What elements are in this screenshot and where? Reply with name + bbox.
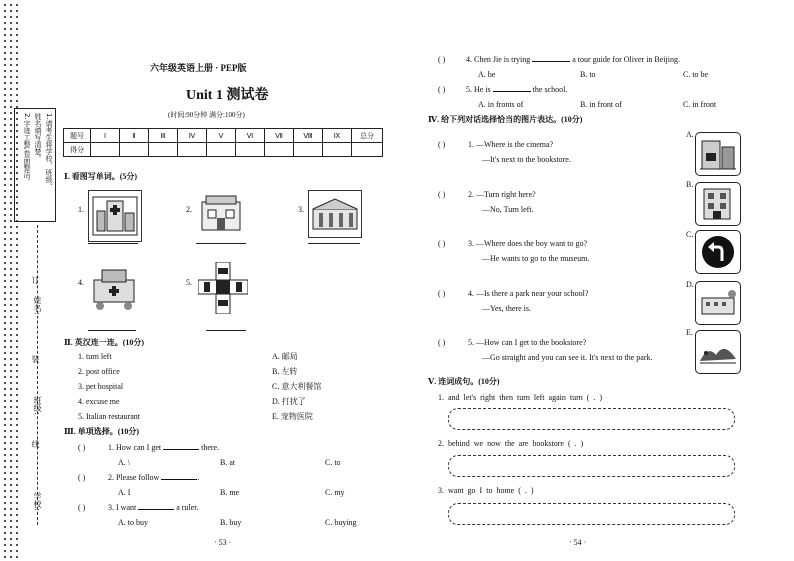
answer-line-2[interactable] <box>196 243 246 244</box>
score-cell[interactable] <box>265 143 294 157</box>
answer-box-1[interactable] <box>448 408 735 430</box>
score-col-3: Ⅲ <box>149 129 178 143</box>
option-a[interactable]: A. I <box>118 488 131 497</box>
score-cell[interactable] <box>236 143 265 157</box>
answer-line-4[interactable] <box>88 330 136 331</box>
section-3-title: Ⅲ. 单项选择。(10分) <box>64 427 140 436</box>
answer-paren[interactable]: ( ) <box>78 503 86 512</box>
dialog-1-answer: —It's next to the bookstore. <box>482 155 571 164</box>
dot-border-decoration <box>0 0 18 561</box>
answer-paren[interactable]: ( ) <box>78 473 86 482</box>
dialog-2-question: 2. —Turn right here? <box>468 190 536 199</box>
scrambled-sentence-2: 2. behind we now the are bookstore ( . ) <box>438 439 584 448</box>
question-4-stem <box>466 55 680 65</box>
fill-blank[interactable] <box>493 91 531 92</box>
park-trees-picture <box>695 330 741 374</box>
pic-label-e: E. <box>686 328 693 337</box>
match-left-3[interactable]: 3. pet hospital <box>78 382 124 391</box>
score-cell[interactable] <box>178 143 207 157</box>
option-b[interactable]: B. buy <box>220 518 242 527</box>
dialog-5-answer: —Go straight and you can see it. It's next to the park. <box>482 353 653 362</box>
binding-dashed-line <box>37 225 38 525</box>
fill-blank[interactable] <box>163 449 199 450</box>
answer-paren[interactable]: ( ) <box>78 443 86 452</box>
option-c[interactable]: C. to <box>325 458 341 467</box>
option-a[interactable]: A. to buy <box>118 518 148 527</box>
score-col-5: Ⅴ <box>207 129 236 143</box>
cinema-picture <box>695 132 741 176</box>
match-right-b[interactable]: B. 左转 <box>272 367 298 376</box>
fill-blank[interactable] <box>138 509 174 510</box>
fill-blank[interactable] <box>161 479 197 480</box>
crossing-picture <box>198 262 248 314</box>
match-right-c[interactable]: C. 意大利餐馆 <box>272 382 322 391</box>
turn-left-sign-picture <box>695 230 741 274</box>
option-c[interactable]: C. to be <box>683 70 709 79</box>
fill-blank[interactable] <box>532 61 570 62</box>
score-cell[interactable] <box>352 143 383 157</box>
pic-item-4-number: 4. <box>78 278 84 287</box>
section-1-title: Ⅰ. 看图写单词。(5分) <box>64 172 138 181</box>
option-a[interactable]: A. be <box>478 70 496 79</box>
answer-paren[interactable]: ( ) <box>438 289 446 298</box>
dialog-4-answer: —Yes, there is. <box>482 304 531 313</box>
match-left-2[interactable]: 2. post office <box>78 367 120 376</box>
class-field-label[interactable]: 班级: <box>33 396 42 415</box>
question-stem-end: a tour guide for Oliver in Beijing. <box>572 55 680 64</box>
question-stem-start: 3. I want <box>108 503 137 512</box>
match-right-a[interactable]: A. 邮局 <box>272 352 298 361</box>
option-c[interactable]: C. buying <box>325 518 357 527</box>
answer-line-5[interactable] <box>206 330 246 331</box>
score-cell[interactable] <box>120 143 149 157</box>
dash-marker-ding: 订 <box>31 276 40 284</box>
score-cell[interactable] <box>91 143 120 157</box>
answer-line-1[interactable] <box>88 243 138 244</box>
question-stem-end: there. <box>201 443 220 452</box>
question-1-stem <box>108 443 219 453</box>
answer-paren[interactable]: ( ) <box>438 85 446 94</box>
note-line-2: 姓名填写清楚。 <box>34 113 42 162</box>
dialog-3-answer: —He wants to go to the museum. <box>482 254 590 263</box>
question-5-stem <box>466 85 567 95</box>
score-col-9: Ⅸ <box>323 129 352 143</box>
page-number-left: · 53 · <box>214 538 232 547</box>
pic-label-a: A. <box>686 130 694 139</box>
score-row-label: 得分 <box>64 143 91 157</box>
score-col-6: Ⅵ <box>236 129 265 143</box>
hospital-picture <box>88 190 142 242</box>
pic-label-c: C. <box>686 230 694 239</box>
school-park-picture <box>695 281 741 325</box>
score-header-label: 题号 <box>64 129 91 143</box>
match-left-5[interactable]: 5. Italian restaurant <box>78 412 140 421</box>
answer-box-2[interactable] <box>448 455 735 477</box>
book-header: 六年级英语上册 · PEP版 <box>150 63 247 73</box>
school-field-label[interactable]: 学校: <box>33 492 42 511</box>
score-table <box>63 128 383 157</box>
museum-building-picture <box>695 182 741 226</box>
pet-hospital-picture <box>88 262 140 312</box>
page-number-right: · 54 · <box>569 538 587 547</box>
note-line-3: 2.字迹工整,卷面整洁。 <box>23 113 31 185</box>
answer-line-3[interactable] <box>308 243 360 244</box>
dash-marker-zhuang: 装 <box>31 355 40 363</box>
option-c[interactable]: C. my <box>325 488 345 497</box>
match-right-e[interactable]: E. 宠物医院 <box>272 412 313 421</box>
answer-box-3[interactable] <box>448 503 735 525</box>
scrambled-sentence-1: 1. and let's right then turn left again turn ( . ) <box>438 393 603 402</box>
dialog-1-question: 1. —Where is the cinema? <box>468 140 554 149</box>
question-stem-start: 5. He is <box>466 85 491 94</box>
score-col-8: Ⅷ <box>294 129 323 143</box>
option-b[interactable]: B. to <box>580 70 596 79</box>
note-line-1: 1.请考生将学校、班级、 <box>45 113 53 190</box>
dialog-3-question: 3. —Where does the boy want to go? <box>468 239 588 248</box>
question-stem-end: . <box>197 473 200 482</box>
section-2-title: Ⅱ. 英汉连一连。(10分) <box>64 338 145 347</box>
answer-paren[interactable]: ( ) <box>438 239 446 248</box>
answer-paren[interactable]: ( ) <box>438 338 446 347</box>
pic-item-2-number: 2. <box>186 205 192 214</box>
dialog-4-question: 4. —Is there a park near your school? <box>468 289 589 298</box>
question-stem-start: 4. Chen Jie is trying <box>466 55 531 64</box>
answer-paren[interactable]: ( ) <box>438 55 446 64</box>
pic-item-5-number: 5. <box>186 278 192 287</box>
pic-label-b: B. <box>686 180 694 189</box>
match-left-4[interactable]: 4. excuse me <box>78 397 120 406</box>
answer-paren[interactable]: ( ) <box>438 140 446 149</box>
question-3-stem <box>108 503 198 513</box>
page-title: Unit 1 测试卷 <box>186 88 269 103</box>
score-col-1: Ⅰ <box>91 129 120 143</box>
score-cell[interactable] <box>207 143 236 157</box>
score-cell[interactable] <box>149 143 178 157</box>
post-office-picture <box>196 190 246 236</box>
option-b[interactable]: B. in front of <box>580 100 622 109</box>
score-col-7: Ⅶ <box>265 129 294 143</box>
time-score-note: (时间:90分钟 满分:100分) <box>168 111 245 119</box>
score-col-4: Ⅳ <box>178 129 207 143</box>
scrambled-sentence-3: 3. want go I to home ( . ) <box>438 486 534 495</box>
question-stem-end: a ruler. <box>176 503 199 512</box>
pic-item-1-number: 1. <box>78 205 84 214</box>
section-5-title: Ⅴ. 连词成句。(10分) <box>428 377 500 386</box>
score-cell[interactable] <box>323 143 352 157</box>
option-b[interactable]: B. at <box>220 458 236 467</box>
score-cell[interactable] <box>294 143 323 157</box>
match-left-1[interactable]: 1. turn left <box>78 352 112 361</box>
match-right-d[interactable]: D. 打扰了 <box>272 397 306 406</box>
pic-item-3-number: 3. <box>298 205 304 214</box>
question-stem-start: 2. Please follow <box>108 473 160 482</box>
dialog-2-answer: —No, Turn left. <box>482 205 534 214</box>
option-c[interactable]: C. in front <box>683 100 717 109</box>
museum-picture <box>308 190 362 238</box>
question-stem-end: the school. <box>532 85 568 94</box>
question-stem-start: 1. How can I get <box>108 443 162 452</box>
option-a[interactable]: A. in fronts of <box>478 100 524 109</box>
dialog-5-question: 5. —How can I get to the bookstore? <box>468 338 587 347</box>
instruction-note-box <box>14 108 56 222</box>
answer-paren[interactable]: ( ) <box>438 190 446 199</box>
score-col-2: Ⅱ <box>120 129 149 143</box>
question-2-stem <box>108 473 199 483</box>
option-a[interactable]: A. \ <box>118 458 130 467</box>
section-4-title: Ⅳ. 给下列对话选择恰当的图片表达。(10分) <box>428 115 583 124</box>
score-col-total: 总分 <box>352 129 383 143</box>
pic-label-d: D. <box>686 280 694 289</box>
dash-marker-xian: 线 <box>31 440 40 448</box>
option-b[interactable]: B. me <box>220 488 240 497</box>
name-field-label[interactable]: 姓名: <box>33 296 42 315</box>
